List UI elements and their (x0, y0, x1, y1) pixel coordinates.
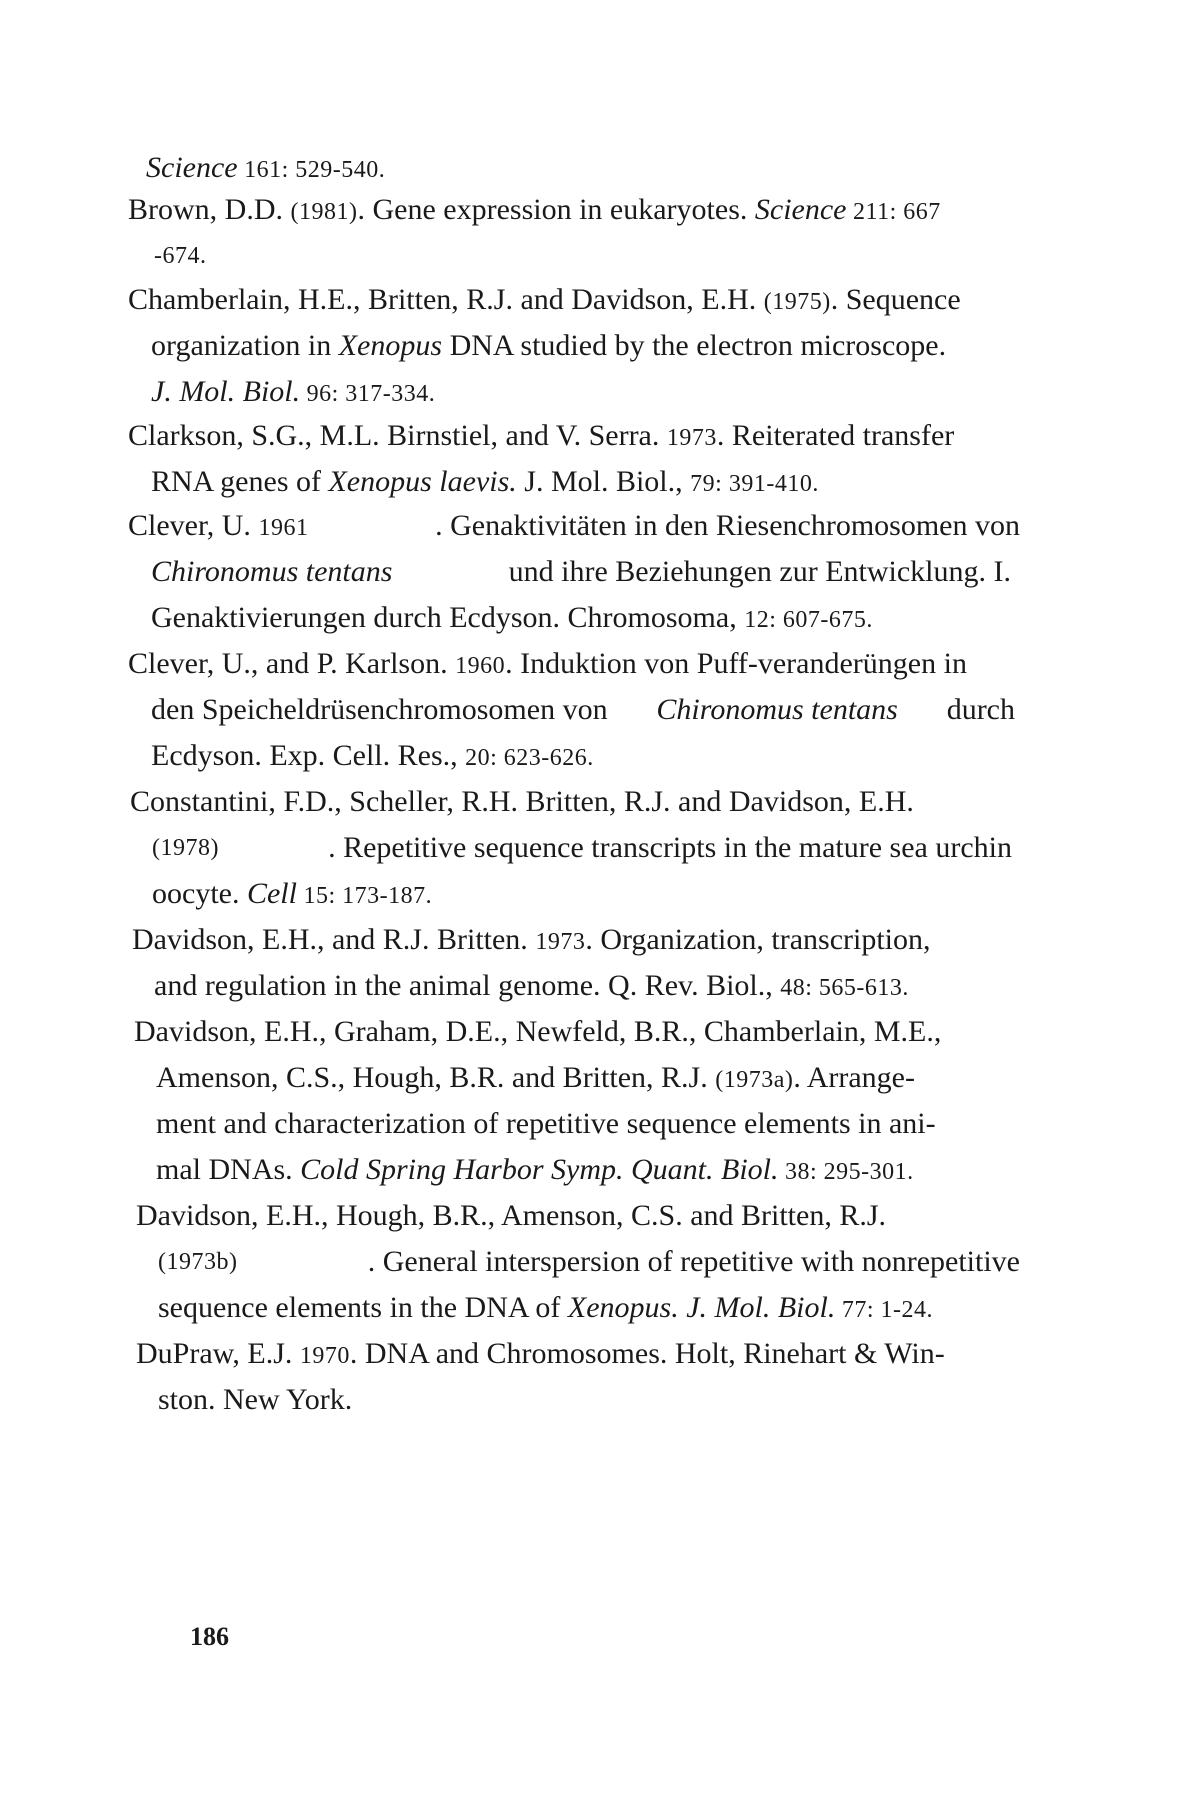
reference-text: RNA genes of (151, 465, 329, 498)
reference-text: Davidson, E.H., and R.J. Britten. (132, 923, 536, 956)
volume-pages: 79: 391-410. (690, 471, 819, 497)
reference-year: 1973 (535, 929, 586, 955)
reference-line (151, 738, 594, 776)
reference-text: ston. New York. (158, 1383, 353, 1416)
reference-year: (1978) (152, 835, 219, 861)
reference-line (151, 600, 873, 638)
volume-pages: 48: 565-613. (780, 975, 909, 1001)
reference-year: (1975) (763, 289, 831, 315)
reference-text: Brown, D.D. (128, 193, 291, 226)
reference-year: 1960 (455, 653, 506, 679)
reference-text: Clarkson, S.G., M.L. Birnstiel, and V. Serra. (128, 419, 667, 452)
reference-text: organization in (151, 329, 339, 362)
reference-line (136, 1336, 945, 1374)
reference-line (158, 1244, 1020, 1280)
reference-line (128, 282, 961, 320)
reference-text: Davidson, E.H., Hough, B.R., Amenson, C.S. and Britten, R.J. (136, 1199, 887, 1232)
reference-year: 1973 (666, 425, 717, 451)
reference-text: Davidson, E.H., Graham, D.E., Newfeld, B.R., Chamberlain, M.E., (134, 1015, 942, 1048)
reference-line (136, 1198, 1016, 1234)
journal-title: Science (754, 193, 847, 226)
species-name: Xenopus (338, 329, 443, 362)
reference-text: . Arrange- (793, 1061, 915, 1094)
reference-text: . DNA and Chromosomes. Holt, Rinehart & Win- (349, 1337, 945, 1370)
reference-year: (1981) (290, 199, 358, 225)
journal-title: Cold Spring Harbor Symp. Quant. Biol. (300, 1153, 779, 1186)
reference-text: . General interspersion of repetitive with nonrepetitive (367, 1245, 1020, 1278)
reference-line (151, 328, 946, 364)
species-name: Chironomus tentans (151, 555, 393, 588)
volume-pages: 211: 667 (846, 199, 941, 225)
reference-line (128, 508, 1020, 546)
reference-line (134, 1014, 941, 1050)
reference-text: J. Mol. Biol., (516, 465, 691, 498)
reference-line (158, 1382, 352, 1418)
reference-pages: -674. (154, 243, 207, 269)
volume-pages: 96: 317-334. (300, 381, 436, 407)
reference-line (158, 1290, 933, 1328)
reference-text: sequence elements in the DNA of (158, 1291, 568, 1324)
reference-text: . Sequence (830, 283, 961, 316)
reference-year: (1973b) (158, 1249, 238, 1275)
reference-text: den Speicheldrüsenchromosomen von (151, 693, 608, 726)
reference-text: . Induktion von Puff-veranderüngen in (505, 647, 967, 680)
reference-author (128, 508, 308, 546)
reference-line (154, 238, 207, 274)
reference-text: oocyte. (152, 877, 247, 910)
reference-line (128, 646, 967, 684)
reference-line (128, 192, 1020, 230)
reference-line (152, 876, 432, 914)
reference-text: durch (946, 693, 1015, 726)
reference-line (156, 1060, 915, 1098)
reference-year: 1961 (258, 515, 309, 541)
reference-year: (1973a) (715, 1067, 794, 1093)
reference-text: Amenson, C.S., Hough, B.R. and Britten, R.J. (156, 1061, 716, 1094)
reference-text: DuPraw, E.J. (136, 1337, 300, 1370)
reference-text: Clever, U. (128, 509, 259, 542)
reference-line (151, 554, 1011, 590)
reference-text: Chamberlain, H.E., Britten, R.J. and Davidson, E.H. (128, 283, 764, 316)
reference-line (156, 1152, 914, 1190)
reference-text: . Genaktivitäten in den Riesenchromosomen von (435, 509, 1020, 542)
journal-title: Cell (246, 877, 297, 910)
species-name: Xenopus laevis. (328, 465, 517, 498)
reference-text: Genaktivierungen durch Ecdyson. Chromosoma, (151, 601, 745, 634)
journal-title: Xenopus. J. Mol. Biol. (567, 1291, 836, 1324)
volume-pages: 12: 607-675. (744, 607, 873, 633)
volume-pages: 77: 1-24. (835, 1297, 934, 1323)
volume-pages: 161: 529-540. (237, 157, 386, 183)
reference-text: Constantini, F.D., Scheller, R.H. Britten, R.J. and Davidson, E.H. (130, 785, 914, 818)
reference-text: and regulation in the animal genome. Q. Rev. Biol., (154, 969, 781, 1002)
reference-line (132, 922, 931, 960)
reference-line (146, 150, 385, 188)
journal-title: Science (146, 151, 238, 184)
reference-year: 1970 (299, 1343, 350, 1369)
reference-text: und ihre Beziehungen zur Entwicklung. I. (508, 555, 1011, 588)
volume-pages: 38: 295-301. (778, 1159, 914, 1185)
reference-text: . Gene expression in eukaryotes. (357, 193, 755, 226)
reference-line (130, 784, 914, 820)
reference-text: . Organization, transcription, (585, 923, 931, 956)
reference-text: . Repetitive sequence transcripts in the mature sea urchin (328, 831, 1012, 864)
reference-text: ment and characterization of repetitive sequence elements in ani- (156, 1107, 936, 1140)
journal-title: J. Mol. Biol. (151, 375, 301, 408)
reference-line (152, 830, 1012, 866)
reference-text: DNA studied by the electron microscope. (442, 329, 947, 362)
volume-pages: 20: 623-626. (465, 745, 594, 771)
species-name: Chironomus tentans (656, 693, 898, 726)
reference-line (151, 464, 819, 502)
reference-text: . Reiterated transfer (716, 419, 955, 452)
reference-text: mal DNAs. (156, 1153, 301, 1186)
reference-line (151, 374, 435, 412)
reference-text: Clever, U., and P. Karlson. (128, 647, 456, 680)
reference-line (154, 968, 909, 1006)
reference-line (151, 692, 1015, 728)
volume-pages: 15: 173-187. (296, 883, 433, 909)
reference-line (128, 418, 954, 456)
reference-text: Ecdyson. Exp. Cell. Res., (151, 739, 466, 772)
page-number: 186 (190, 1622, 229, 1651)
reference-line (156, 1106, 936, 1142)
